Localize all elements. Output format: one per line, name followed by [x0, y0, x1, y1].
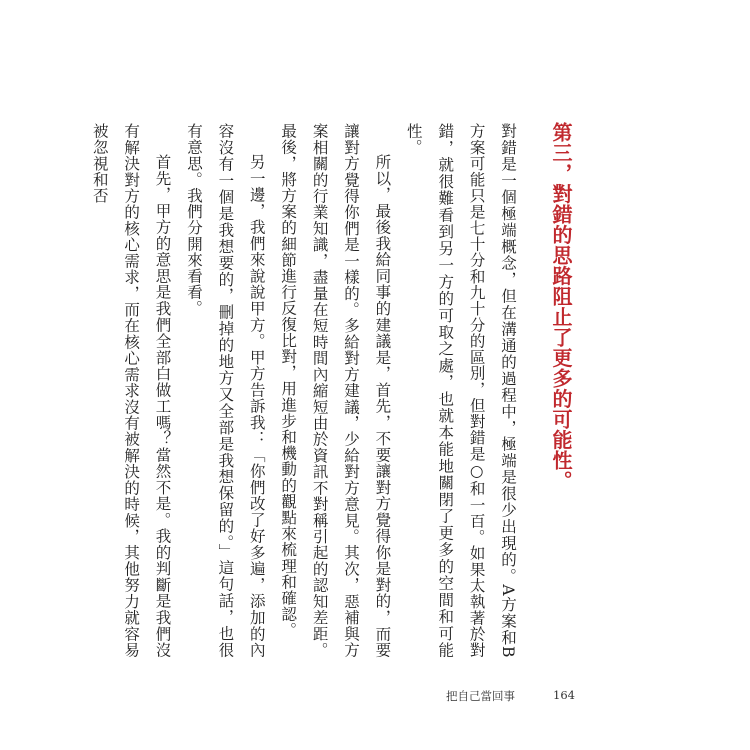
paragraph-1: 對錯是一個極端概念，但在溝通的過程中，極端是很少出現的。A方案和B方案可能只是七十分和九十分的區別，但對錯是○和一百。如果太執著於對錯，就很難看到另一方的可取之處，也就本能地關閉了更多的空間和可能性。: [404, 123, 517, 658]
running-footer-title: 把自己當回事: [446, 689, 515, 703]
paragraph-3: 另一邊，我們來說說甲方。甲方告訴我：「你們改了好多遍，添加的內容沒有一個是我想要的，刪掉的地方又全部是我想保留的。」這句話，也很有意思。我們分開來看看。: [184, 123, 266, 658]
paragraph-2: 所以，最後我給同事的建議是，首先，不要讓對方覺得你是對的，而要讓對方覺得你們是一樣的。多給對方建議，少給對方意見。其次，惡補與方案相關的行業知識，盡量在短時間內縮短由於資訊不對稱引起的認知差距。最後，將方案的細節進行反復比對，用進步和機動的觀點來梳理和確認。: [279, 123, 392, 658]
paragraph-4: 首先，甲方的意思是我們全部白做工嗎？當然不是。我的判斷是我們沒有解決對方的核心需求，而在核心需求沒有被解決的時候，其他努力就容易被忽視和否: [90, 123, 172, 658]
section-heading: 第三，對錯的思路阻止了更多的可能性。: [549, 122, 573, 491]
body-text: [90, 123, 523, 658]
page-number: 164: [553, 688, 575, 702]
